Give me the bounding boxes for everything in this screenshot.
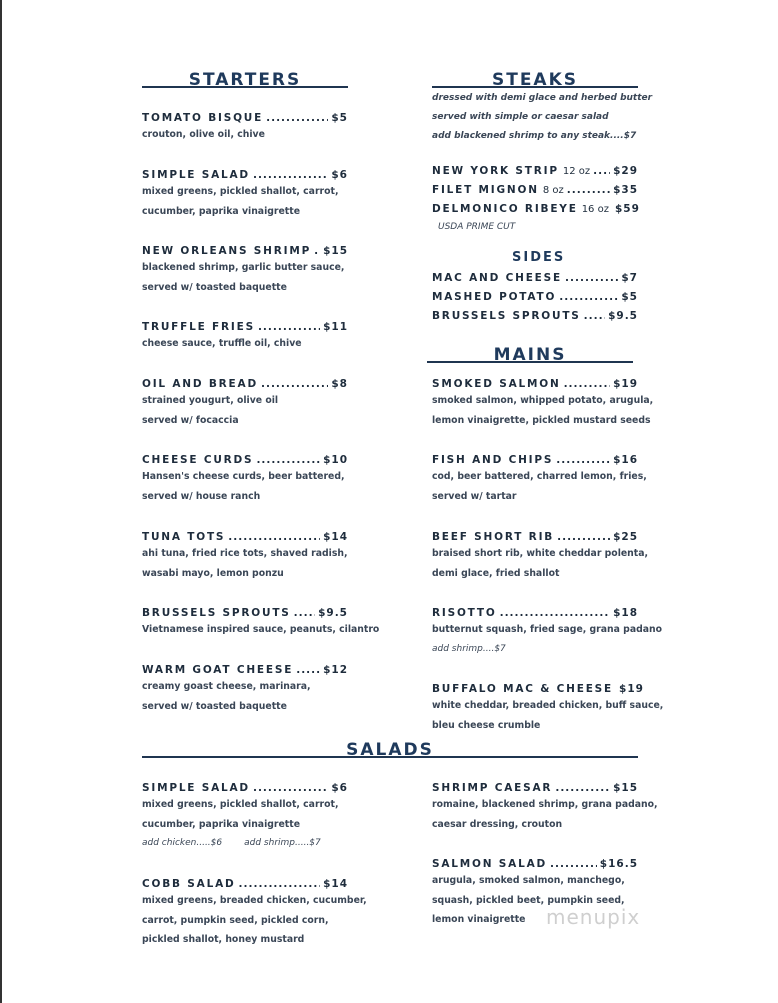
- dot-leader: [228, 530, 320, 544]
- dot-leader: [557, 530, 610, 544]
- item-price: $19: [619, 683, 644, 695]
- menu-item: [432, 453, 647, 506]
- item-name: FISH AND CHIPS: [432, 454, 554, 466]
- menu-item-row: [142, 663, 348, 677]
- steaks-note: dressed with demi glace and herbed butter: [432, 93, 653, 103]
- item-price: $15: [323, 245, 348, 257]
- menu-item: [432, 271, 638, 285]
- mains-heading: MAINS: [427, 343, 633, 365]
- item-name: MAC AND CHEESE: [432, 272, 562, 284]
- dot-leader: [564, 377, 611, 391]
- item-price: $8: [331, 378, 348, 390]
- menu-item-row: [432, 271, 638, 285]
- item-price: $19: [613, 378, 638, 390]
- item-description: cod, beer battered, charred lemon, fries,: [432, 471, 647, 482]
- item-price: $16: [613, 454, 638, 466]
- menu-item: [142, 377, 348, 430]
- item-price: $14: [323, 878, 348, 890]
- addon-note: add shrimp.....$7: [244, 838, 321, 848]
- item-price: $7: [621, 272, 638, 284]
- item-description: served w/ toasted baquette: [142, 700, 287, 712]
- item-name: BEEF SHORT RIB: [432, 531, 555, 543]
- dot-leader: [261, 377, 328, 391]
- menu-item: [432, 202, 638, 216]
- sides-heading: SIDES: [512, 250, 566, 265]
- dot-leader: [567, 183, 610, 197]
- menu-item-row: [142, 530, 348, 544]
- item-description: wasabi mayo, lemon ponzu: [142, 567, 284, 579]
- menu-item-row: [432, 606, 638, 620]
- item-name: NEW YORK STRIP: [432, 165, 559, 177]
- menu-item: [142, 320, 348, 354]
- menu-item: [432, 377, 654, 430]
- menu-item-row: [142, 320, 348, 334]
- menu-item-row: [432, 164, 638, 178]
- item-description: crouton, olive oil, chive: [142, 129, 265, 140]
- item-name: SIMPLE SALAD: [142, 169, 250, 181]
- item-description: cucumber, paprika vinaigrette: [142, 818, 301, 830]
- item-name: COBB SALAD: [142, 878, 236, 890]
- salads-heading: SALADS: [142, 738, 638, 760]
- dot-leader: [266, 111, 328, 125]
- steaks-notes: [432, 89, 652, 146]
- steaks-heading: STEAKS: [432, 68, 638, 90]
- menu-item-row: [432, 183, 638, 197]
- menu-item-row: [432, 781, 638, 795]
- item-price: $29: [613, 165, 638, 177]
- menu-item-row: [432, 682, 644, 696]
- item-price: $14: [323, 531, 348, 543]
- addon-note: add shrimp....$7: [432, 643, 506, 654]
- item-addons: [142, 834, 348, 853]
- menu-item-row: [432, 453, 638, 467]
- dot-leader: [584, 309, 605, 323]
- menu-item-row: [142, 877, 348, 891]
- item-description: demi glace, fried shallot: [432, 567, 560, 579]
- item-price: $15: [613, 782, 638, 794]
- menu-item-row: [432, 377, 638, 391]
- item-price: $10: [323, 454, 348, 466]
- menu-item: [432, 781, 658, 834]
- item-description: braised short rib, white cheddar polenta,: [432, 548, 649, 559]
- item-name: CHEESE CURDS: [142, 454, 254, 466]
- menu-item-row: [432, 202, 638, 216]
- dot-leader: [296, 663, 320, 677]
- menu-item-row: [432, 530, 638, 544]
- steaks-note: add blackened shrimp to any steak....$7: [432, 131, 637, 141]
- menu-item-row: [142, 377, 348, 391]
- item-description: creamy goast cheese, marinara,: [142, 681, 311, 692]
- item-description: cucumber, paprika vinaigrette: [142, 205, 301, 217]
- usda-footnote: USDA PRIME CUT: [438, 222, 516, 232]
- menu-item: [142, 530, 348, 583]
- menu-item: [432, 857, 641, 930]
- menu-item-row: [432, 857, 638, 871]
- dot-leader: [256, 453, 320, 467]
- item-description: caesar dressing, crouton: [432, 818, 563, 830]
- page-edge: [0, 0, 2, 1003]
- item-name: MASHED POTATO: [432, 291, 557, 303]
- item-price: $9.5: [318, 607, 348, 619]
- item-description: squash, pickled beet, pumpkin seed,: [432, 894, 625, 906]
- item-name: BUFFALO MAC & CHEESE: [432, 683, 614, 695]
- item-name: SALMON SALAD: [432, 858, 548, 870]
- item-price: $25: [613, 531, 638, 543]
- menu-item: [432, 530, 649, 583]
- dot-leader: [314, 244, 320, 258]
- item-price: $6: [331, 169, 348, 181]
- menu-item: [142, 168, 348, 221]
- dot-leader: [593, 164, 610, 178]
- item-price: $59: [614, 203, 640, 215]
- item-name: BRUSSELS SPROUTS: [432, 310, 581, 322]
- item-description: cheese sauce, truffle oil, chive: [142, 338, 302, 349]
- menu-item-row: [142, 781, 348, 795]
- item-description: white cheddar, breaded chicken, buff sauce,: [432, 700, 664, 711]
- item-description: served w/ house ranch: [142, 490, 261, 502]
- watermark: menupix: [546, 905, 641, 929]
- item-description: arugula, smoked salmon, manchego,: [432, 875, 625, 886]
- addon-note: add chicken.....$6: [142, 838, 223, 848]
- item-price: $35: [613, 184, 638, 196]
- item-name: RISOTTO: [432, 607, 497, 619]
- item-price: $16.5: [599, 858, 638, 870]
- dot-leader: [294, 606, 315, 620]
- item-name: BRUSSELS SPROUTS: [142, 607, 291, 619]
- menu-item-row: [142, 244, 348, 258]
- item-price: $12: [323, 664, 348, 676]
- item-addons: [432, 640, 638, 659]
- dot-leader: [555, 781, 610, 795]
- menu-item-row: [432, 290, 638, 304]
- menu-item-row: [142, 168, 348, 182]
- item-description: served w/ toasted baquette: [142, 281, 287, 293]
- menu-item: [142, 111, 348, 145]
- item-description: carrot, pumpkin seed, pickled corn,: [142, 914, 329, 926]
- item-description: butternut squash, fried sage, grana padano: [432, 624, 663, 635]
- item-name: TUNA TOTS: [142, 531, 226, 543]
- menu-item: [142, 663, 348, 716]
- item-size: 8 oz: [542, 185, 564, 196]
- item-description: strained yougurt, olive oil: [142, 395, 279, 406]
- menu-item: [432, 309, 638, 323]
- menu-item: [432, 183, 638, 197]
- menu-item: [142, 244, 348, 297]
- dot-leader: [239, 877, 321, 891]
- item-name: NEW ORLEANS SHRIMP: [142, 245, 312, 257]
- steaks-note: served with simple or caesar salad: [432, 112, 609, 122]
- menu-item: [432, 606, 663, 659]
- menu-item-row: [432, 309, 638, 323]
- dot-leader: [258, 320, 320, 334]
- menu-item: [432, 682, 664, 735]
- item-name: TOMATO BISQUE: [142, 112, 264, 124]
- dot-leader: [253, 781, 328, 795]
- dot-leader: [565, 271, 618, 285]
- item-description: blackened shrimp, garlic butter sauce,: [142, 262, 345, 273]
- item-description: ahi tuna, fried rice tots, shaved radish,: [142, 548, 348, 559]
- item-price: $6: [331, 782, 348, 794]
- menu-item: [432, 164, 638, 178]
- item-size: 12 oz: [562, 166, 591, 177]
- item-description: bleu cheese crumble: [432, 719, 541, 731]
- item-description: pickled shallot, honey mustard: [142, 934, 305, 945]
- item-name: WARM GOAT CHEESE: [142, 664, 294, 676]
- item-description: Hansen's cheese curds, beer battered,: [142, 471, 345, 482]
- dot-leader: [556, 453, 610, 467]
- menu-item: [142, 877, 367, 950]
- item-description: Vietnamese inspired sauce, peanuts, cilantro: [142, 624, 380, 635]
- dot-leader: [253, 168, 328, 182]
- item-description: lemon vinaigrette: [432, 914, 526, 925]
- menu-item-row: [142, 111, 348, 125]
- item-description: smoked salmon, whipped potato, arugula,: [432, 395, 654, 406]
- item-description: romaine, blackened shrimp, grana padano,: [432, 799, 658, 810]
- item-price: $5: [621, 291, 638, 303]
- item-name: SMOKED SALMON: [432, 378, 561, 390]
- item-name: FILET MIGNON: [432, 184, 539, 196]
- item-description: lemon vinaigrette, pickled mustard seeds: [432, 414, 651, 426]
- item-description: mixed greens, pickled shallot, carrot,: [142, 799, 339, 810]
- item-name: SIMPLE SALAD: [142, 782, 250, 794]
- item-name: DELMONICO RIBEYE: [432, 203, 578, 215]
- menu-item-row: [142, 606, 348, 620]
- item-name: TRUFFLE FRIES: [142, 321, 255, 333]
- item-name: SHRIMP CAESAR: [432, 782, 553, 794]
- item-description: served w/ tartar: [432, 490, 517, 502]
- item-name: OIL AND BREAD: [142, 378, 258, 390]
- starters-heading: STARTERS: [142, 68, 348, 90]
- item-description: mixed greens, breaded chicken, cucumber,: [142, 895, 367, 906]
- menu-item: [142, 453, 348, 506]
- menu-item: [142, 606, 380, 640]
- dot-leader: [550, 857, 597, 871]
- item-size: 16 oz: [581, 204, 609, 215]
- menu-item: [142, 781, 348, 853]
- dot-leader: [559, 290, 618, 304]
- item-price: $5: [331, 112, 348, 124]
- item-price: $11: [323, 321, 348, 333]
- item-price: $9.5: [608, 310, 638, 322]
- dot-leader: [500, 606, 611, 620]
- menu-item: [432, 290, 638, 304]
- item-description: mixed greens, pickled shallot, carrot,: [142, 186, 339, 197]
- menu-item-row: [142, 453, 348, 467]
- item-description: served w/ focaccia: [142, 414, 239, 426]
- item-price: $18: [613, 607, 638, 619]
